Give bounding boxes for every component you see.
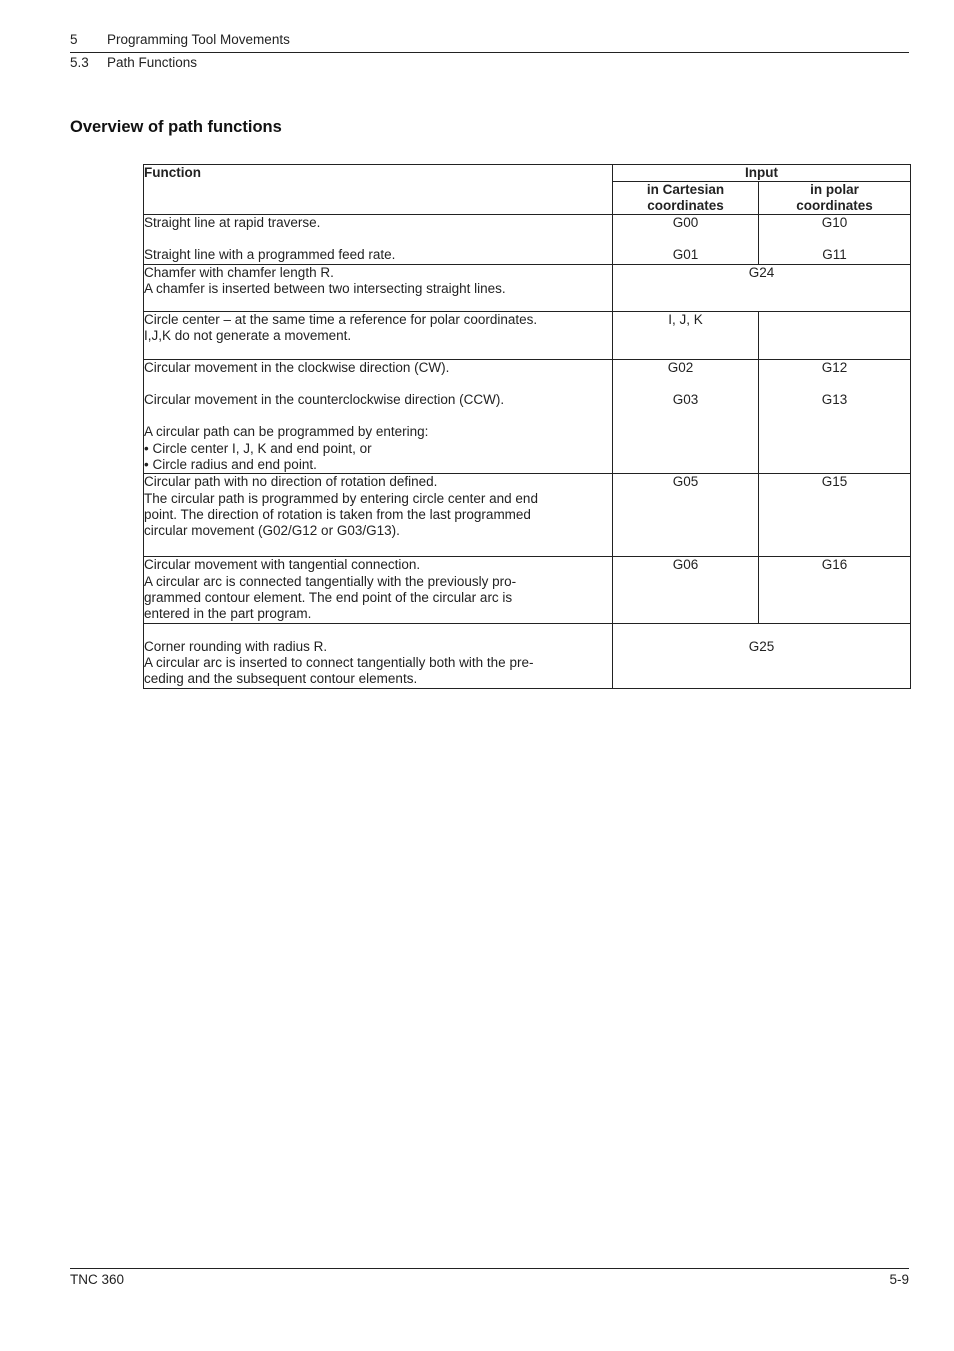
g-code: G10 bbox=[821, 215, 848, 230]
description-line: Circle center – at the same time a reference for polar coordinates. bbox=[144, 312, 538, 328]
description-line: Circular path with no direction of rotation defined. bbox=[144, 474, 438, 490]
cartesian-code: I, J, K bbox=[613, 312, 759, 360]
polar-code bbox=[759, 359, 911, 473]
polar-code: G16 bbox=[759, 557, 911, 623]
combined-code: G24 bbox=[613, 264, 911, 312]
g-code: G11 bbox=[822, 247, 847, 263]
function-description bbox=[144, 359, 613, 473]
function-description bbox=[144, 474, 613, 557]
cartesian-label: in Cartesian coordinates bbox=[646, 182, 725, 213]
description-line: entered in the part program. bbox=[144, 606, 312, 622]
function-description bbox=[144, 215, 613, 265]
description-line: Circular movement in the counterclockwise direction (CCW). bbox=[144, 392, 505, 408]
table-row bbox=[144, 312, 911, 360]
table-row bbox=[144, 474, 911, 557]
column-header-cartesian bbox=[613, 182, 759, 215]
running-header-section bbox=[70, 55, 197, 70]
description-line: A circular path can be programmed by entering: bbox=[144, 424, 429, 440]
description-line: A chamfer is inserted between two intersecting straight lines. bbox=[144, 280, 506, 296]
polar-code: G15 bbox=[759, 474, 911, 557]
footer-product: TNC 360 bbox=[70, 1272, 125, 1287]
column-header-function: Function bbox=[144, 165, 613, 215]
description-line: Circular movement in the clockwise direction (CW). bbox=[144, 359, 450, 375]
description-line: Corner rounding with radius R. bbox=[144, 638, 328, 654]
description-line: Chamfer with chamfer length R. bbox=[144, 264, 334, 280]
description-line: grammed contour element. The end point of the circular arc is bbox=[144, 590, 513, 606]
description-line: I,J,K do not generate a movement. bbox=[144, 328, 352, 344]
description-line: • Circle center I, J, K and end point, or bbox=[144, 440, 372, 456]
description-line: Circular movement with tangential connection. bbox=[144, 557, 421, 573]
chapter-title: Programming Tool Movements bbox=[107, 32, 290, 47]
g-code: G00 bbox=[672, 215, 699, 230]
combined-code: G25 bbox=[613, 623, 911, 688]
cartesian-code: G05 bbox=[613, 474, 759, 557]
description-line: A circular arc is connected tangentially with the previously pro- bbox=[144, 573, 517, 589]
table-row bbox=[144, 557, 911, 623]
g-code: G13 bbox=[821, 392, 848, 408]
description-line: point. The direction of rotation is taken from the last programmed bbox=[144, 506, 531, 522]
function-description bbox=[144, 312, 613, 360]
cartesian-code bbox=[613, 359, 759, 473]
footer-rule bbox=[70, 1268, 909, 1269]
polar-code bbox=[759, 312, 911, 360]
table-row bbox=[144, 359, 911, 473]
page-number: 5-9 bbox=[889, 1272, 909, 1287]
chapter-number: 5 bbox=[70, 32, 78, 47]
description-line: ceding and the subsequent contour elements. bbox=[144, 671, 418, 687]
section-heading: Overview of path functions bbox=[70, 118, 282, 136]
column-header-input: Input bbox=[613, 165, 911, 182]
description-line: Straight line with a programmed feed rate. bbox=[144, 247, 396, 263]
cartesian-code bbox=[613, 215, 759, 265]
description-line: A circular arc is inserted to connect tangentially both with the pre- bbox=[144, 654, 534, 670]
g-code: G01 bbox=[672, 247, 699, 263]
g-code: G12 bbox=[821, 359, 848, 375]
g-code: G02 bbox=[667, 359, 694, 375]
polar-label: in polar coordinates bbox=[796, 182, 873, 213]
column-header-polar bbox=[759, 182, 911, 215]
description-line: • Circle radius and end point. bbox=[144, 456, 317, 472]
table-row bbox=[144, 215, 911, 265]
section-number: 5.3 bbox=[70, 55, 89, 70]
polar-code bbox=[759, 215, 911, 265]
function-description bbox=[144, 557, 613, 623]
description-line: circular movement (G02/G12 or G03/G13). bbox=[144, 523, 400, 539]
path-functions-table bbox=[143, 164, 911, 689]
table-row bbox=[144, 623, 911, 688]
header-rule bbox=[70, 52, 909, 53]
table-row bbox=[144, 264, 911, 312]
running-header-chapter bbox=[70, 32, 290, 47]
description-line: The circular path is programmed by entering circle center and end bbox=[144, 490, 538, 506]
function-description bbox=[144, 623, 613, 688]
function-description bbox=[144, 264, 613, 312]
description-line: Straight line at rapid traverse. bbox=[144, 215, 321, 230]
cartesian-code: G06 bbox=[613, 557, 759, 623]
g-code: G03 bbox=[672, 392, 699, 408]
section-title-running: Path Functions bbox=[107, 55, 198, 70]
